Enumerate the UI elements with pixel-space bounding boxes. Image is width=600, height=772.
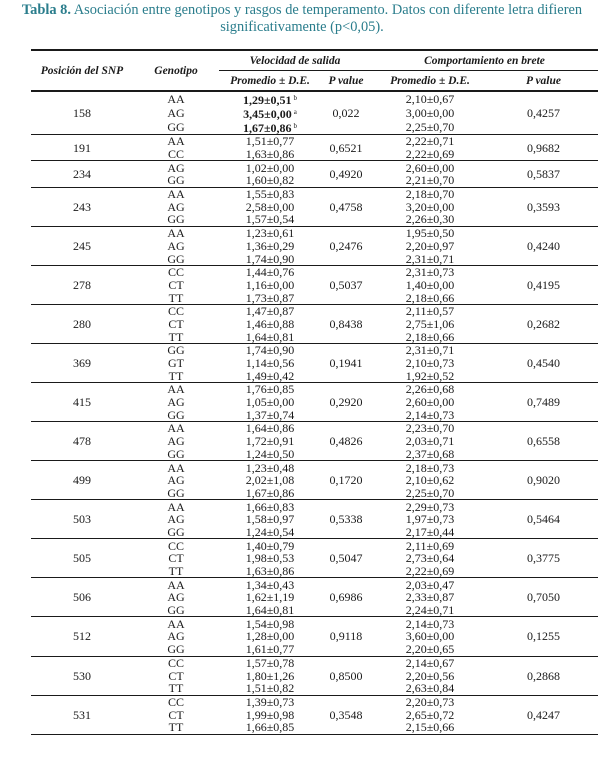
- comportamiento-mean: 1,92±0,52: [371, 369, 489, 382]
- genotype: GG: [133, 120, 219, 135]
- velocidad-mean: [219, 500, 321, 513]
- genotype: AA: [167, 382, 185, 397]
- velocidad-pvalue: 0,4758: [321, 187, 371, 226]
- velocidad-pvalue: 0,4826: [321, 422, 371, 461]
- comportamiento-mean: 2,14±0,67: [405, 655, 455, 670]
- velocidad-value: 1,23±0,48: [245, 460, 295, 475]
- genotype: CC: [167, 538, 184, 553]
- significance-letter: a: [293, 108, 297, 116]
- velocidad-mean: [219, 396, 321, 409]
- velocidad-mean: [219, 369, 321, 382]
- velocidad-mean: [219, 174, 321, 187]
- velocidad-value: 1,46±0,88: [245, 316, 295, 331]
- comportamiento-mean: 2,03±0,71: [405, 434, 455, 449]
- genotype: AA: [167, 92, 185, 106]
- col-header-mean-1: Promedio ± D.E.: [219, 71, 321, 92]
- genotype: GG: [133, 448, 219, 461]
- velocidad-value: 1,23±0,61: [245, 226, 295, 241]
- comportamiento-pvalue: 0,3593: [489, 187, 598, 226]
- velocidad-mean: [219, 213, 321, 226]
- comportamiento-pvalue: 0,5837: [489, 161, 598, 187]
- snp-group: [31, 461, 598, 500]
- genotype: TT: [133, 721, 219, 734]
- snp-position: 478: [31, 422, 133, 461]
- velocidad-value: 1,64±0,86: [245, 421, 295, 436]
- velocidad-mean: [219, 695, 321, 708]
- comportamiento-mean: 2,18±0,66: [371, 291, 489, 304]
- velocidad-mean: [219, 106, 321, 120]
- velocidad-mean: [219, 279, 321, 292]
- velocidad-pvalue: 0,1941: [321, 344, 371, 383]
- genotype: AA: [167, 187, 185, 202]
- snp-position: 505: [31, 539, 133, 578]
- comportamiento-mean: 1,97±0,73: [405, 512, 455, 527]
- velocidad-value: 1,51±0,77: [245, 134, 295, 149]
- velocidad-value: 1,34±0,43: [245, 577, 295, 592]
- genotype: GG: [133, 408, 219, 421]
- velocidad-value: 1,37±0,74: [245, 407, 295, 422]
- velocidad-value: 1,02±0,00: [245, 160, 295, 175]
- velocidad-pvalue: 0,2476: [321, 226, 371, 265]
- snp-position: 278: [31, 265, 133, 304]
- table-row: [31, 91, 598, 106]
- velocidad-value: 1,72±0,91: [245, 434, 295, 449]
- velocidad-value: 1,74±0,90: [245, 251, 295, 266]
- col-group-velocidad: Velocidad de salida: [219, 50, 371, 71]
- comportamiento-mean: 2,20±0,73: [405, 694, 455, 709]
- genotype: GG: [133, 174, 219, 187]
- velocidad-value: 1,64±0,81: [245, 603, 295, 618]
- snp-group: [31, 695, 598, 734]
- snp-group: [31, 539, 598, 578]
- velocidad-value: 3,45±0,00: [243, 107, 292, 121]
- comportamiento-mean: 2,25±0,70: [371, 487, 489, 500]
- velocidad-mean: [219, 721, 321, 734]
- velocidad-value: 1,55±0,83: [245, 187, 295, 202]
- comportamiento-mean: 2,73±0,64: [405, 551, 455, 566]
- table-row: [31, 304, 598, 317]
- comportamiento-mean: 2,33±0,87: [405, 590, 455, 605]
- velocidad-mean: [219, 91, 321, 106]
- comportamiento-pvalue: 0,9682: [489, 135, 598, 161]
- velocidad-mean: [219, 200, 321, 213]
- comportamiento-mean: 2,60±0,00: [405, 395, 455, 410]
- table-row: [31, 695, 598, 708]
- snp-position: 280: [31, 304, 133, 343]
- velocidad-mean: [219, 513, 321, 526]
- velocidad-value: 1,67±0,86: [245, 485, 295, 500]
- genotype: CT: [168, 668, 184, 683]
- genotype: TT: [133, 369, 219, 382]
- comportamiento-mean: 2,03±0,47: [405, 577, 455, 592]
- velocidad-mean: [219, 565, 321, 578]
- genotype: TT: [133, 291, 219, 304]
- genotype: AG: [167, 629, 185, 644]
- col-group-comportamiento: Comportamiento en brete: [371, 50, 598, 71]
- snp-group: [31, 91, 598, 135]
- table-row: [31, 422, 598, 435]
- comportamiento-mean: 2,22±0,69: [371, 148, 489, 161]
- snp-group: [31, 578, 598, 617]
- table-row: [31, 161, 598, 174]
- velocidad-pvalue: 0,8500: [321, 656, 371, 695]
- velocidad-mean: [219, 552, 321, 565]
- velocidad-value: 1,76±0,85: [245, 382, 295, 397]
- genotype: CT: [168, 316, 184, 331]
- velocidad-mean: [219, 448, 321, 461]
- comportamiento-pvalue: 0,4240: [489, 226, 598, 265]
- genotype: AG: [167, 199, 185, 214]
- table-header: [31, 50, 598, 91]
- comportamiento-mean: 2,18±0,73: [405, 460, 455, 475]
- snp-group: [31, 161, 598, 187]
- snp-group: [31, 304, 598, 343]
- velocidad-value: 1,24±0,50: [245, 446, 295, 461]
- comportamiento-pvalue: 0,4195: [489, 265, 598, 304]
- comportamiento-mean: 2,63±0,84: [371, 682, 489, 695]
- comportamiento-mean: 2,15±0,66: [371, 721, 489, 734]
- comportamiento-mean: 2,23±0,70: [405, 421, 455, 436]
- genotype: GG: [133, 643, 219, 656]
- snp-position: 531: [31, 695, 133, 734]
- velocidad-value: 1,57±0,54: [245, 212, 295, 227]
- snp-position: 499: [31, 461, 133, 500]
- comportamiento-mean: 2,31±0,71: [371, 252, 489, 265]
- velocidad-value: 1,39±0,73: [245, 694, 295, 709]
- velocidad-pvalue: 0,8438: [321, 304, 371, 343]
- comportamiento-mean: 3,60±0,00: [405, 629, 455, 644]
- genotype: GT: [168, 356, 184, 371]
- comportamiento-pvalue: 0,7050: [489, 578, 598, 617]
- velocidad-value: 1,58±0,97: [245, 512, 295, 527]
- comportamiento-mean: 2,37±0,68: [371, 448, 489, 461]
- velocidad-mean: [219, 643, 321, 656]
- genotype: CC: [167, 265, 184, 280]
- snp-position: 234: [31, 161, 133, 187]
- velocidad-value: 1,54±0,98: [245, 616, 295, 631]
- table-row: [31, 135, 598, 148]
- snp-group: [31, 500, 598, 539]
- velocidad-value: 1,28±0,00: [245, 629, 295, 644]
- velocidad-value: 1,74±0,90: [245, 343, 295, 358]
- velocidad-pvalue: 0,1720: [321, 461, 371, 500]
- snp-group: [31, 187, 598, 226]
- snp-position: 506: [31, 578, 133, 617]
- table-caption: [8, 2, 596, 36]
- comportamiento-mean: 2,22±0,71: [405, 134, 455, 149]
- velocidad-value: 1,29±0,51: [242, 93, 292, 107]
- velocidad-value: 2,02±1,08: [245, 473, 295, 488]
- genotype: AG: [167, 160, 185, 175]
- velocidad-pvalue: 0,6521: [321, 135, 371, 161]
- velocidad-value: 1,49±0,42: [245, 368, 295, 383]
- velocidad-value: 1,62±1,19: [245, 590, 295, 605]
- genotype: CC: [167, 304, 184, 319]
- comportamiento-mean: 2,11±0,69: [405, 538, 455, 553]
- genotype: AA: [167, 616, 185, 631]
- comportamiento-mean: 2,17±0,44: [371, 526, 489, 539]
- table-row: [31, 226, 598, 239]
- velocidad-mean: [219, 291, 321, 304]
- comportamiento-mean: 2,75±1,06: [405, 316, 455, 331]
- genotype: AG: [167, 395, 185, 410]
- genotype: CC: [167, 655, 184, 670]
- snp-position: 369: [31, 344, 133, 383]
- comportamiento-mean: 2,20±0,56: [405, 668, 455, 683]
- velocidad-mean: [219, 226, 321, 239]
- comportamiento-mean: 2,10±0,67: [405, 92, 455, 106]
- genotype: CT: [168, 707, 184, 722]
- velocidad-value: 1,60±0,82: [245, 173, 295, 188]
- velocidad-pvalue: 0,5338: [321, 500, 371, 539]
- genotype: AA: [167, 460, 185, 475]
- velocidad-mean: [219, 408, 321, 421]
- velocidad-value: 1,16±0,00: [245, 277, 295, 292]
- comportamiento-mean: 2,31±0,73: [405, 265, 455, 280]
- table-row: [31, 539, 598, 552]
- genotype: GG: [167, 343, 185, 358]
- comportamiento-mean: 2,26±0,30: [371, 213, 489, 226]
- velocidad-value: 1,63±0,86: [245, 564, 295, 579]
- velocidad-mean: [219, 330, 321, 343]
- comportamiento-pvalue: 0,2682: [489, 304, 598, 343]
- comportamiento-pvalue: 0,9020: [489, 461, 598, 500]
- velocidad-mean: [219, 669, 321, 682]
- velocidad-mean: [219, 344, 321, 357]
- genotype: AA: [167, 577, 185, 592]
- genotype: GG: [133, 487, 219, 500]
- table-row: [31, 461, 598, 474]
- genotype: TT: [133, 330, 219, 343]
- col-header-genotype: Genotipo: [133, 50, 219, 91]
- comportamiento-mean: 2,65±0,72: [405, 707, 455, 722]
- velocidad-mean: [219, 435, 321, 448]
- velocidad-mean: [219, 252, 321, 265]
- comportamiento-mean: 3,20±0,00: [405, 199, 455, 214]
- velocidad-mean: [219, 526, 321, 539]
- velocidad-mean: [219, 240, 321, 253]
- comportamiento-mean: 2,18±0,66: [371, 330, 489, 343]
- velocidad-value: 1,99±0,98: [245, 707, 295, 722]
- table-row: [31, 187, 598, 200]
- genotype: TT: [133, 565, 219, 578]
- genotype: TT: [133, 682, 219, 695]
- velocidad-mean: [219, 120, 321, 135]
- genotype: GG: [133, 604, 219, 617]
- velocidad-mean: [219, 617, 321, 630]
- comportamiento-mean: 2,11±0,57: [405, 304, 455, 319]
- velocidad-mean: [219, 682, 321, 695]
- comportamiento-mean: 1,40±0,00: [405, 277, 455, 292]
- snp-group: [31, 135, 598, 161]
- comportamiento-mean: 2,25±0,70: [371, 120, 489, 135]
- col-header-position: Posición del SNP: [31, 50, 133, 91]
- comportamiento-pvalue: 0,6558: [489, 422, 598, 461]
- genotype: GG: [133, 526, 219, 539]
- caption-text-2: significativamente (p<0,05).: [220, 19, 384, 35]
- velocidad-value: 1,47±0,87: [245, 304, 295, 319]
- velocidad-mean: [219, 148, 321, 161]
- velocidad-value: 1,66±0,85: [245, 720, 295, 735]
- table-row: [31, 265, 598, 278]
- velocidad-pvalue: 0,4920: [321, 161, 371, 187]
- velocidad-mean: [219, 578, 321, 591]
- comportamiento-pvalue: 0,5464: [489, 500, 598, 539]
- genotype: GG: [133, 252, 219, 265]
- significance-letter: b: [293, 94, 298, 102]
- comportamiento-pvalue: 0,7489: [489, 383, 598, 422]
- velocidad-mean: [219, 187, 321, 200]
- velocidad-pvalue: 0,9118: [321, 617, 371, 656]
- comportamiento-mean: 2,21±0,70: [371, 174, 489, 187]
- velocidad-pvalue: 0,5047: [321, 539, 371, 578]
- snp-group: [31, 617, 598, 656]
- comportamiento-pvalue: 0,4247: [489, 695, 598, 734]
- velocidad-mean: [219, 265, 321, 278]
- comportamiento-pvalue: 0,1255: [489, 617, 598, 656]
- genotype: CT: [168, 551, 184, 566]
- genotype-table: [31, 49, 598, 735]
- genotype: AA: [167, 499, 185, 514]
- velocidad-pvalue: 0,2920: [321, 383, 371, 422]
- snp-group: [31, 344, 598, 383]
- velocidad-mean: [219, 708, 321, 721]
- velocidad-mean: [219, 461, 321, 474]
- velocidad-mean: [219, 487, 321, 500]
- comportamiento-pvalue: 0,4257: [489, 91, 598, 135]
- comportamiento-mean: 2,31±0,71: [405, 343, 455, 358]
- genotype: AA: [167, 134, 185, 149]
- velocidad-value: 1,40±0,79: [245, 538, 295, 553]
- snp-position: 512: [31, 617, 133, 656]
- velocidad-value: 1,05±0,00: [245, 395, 295, 410]
- snp-position: 245: [31, 226, 133, 265]
- velocidad-mean: [219, 474, 321, 487]
- snp-position: 158: [31, 91, 133, 135]
- genotype: CC: [133, 148, 219, 161]
- velocidad-mean: [219, 135, 321, 148]
- comportamiento-mean: 2,14±0,73: [371, 408, 489, 421]
- genotype: AG: [167, 512, 185, 527]
- comportamiento-pvalue: 0,2868: [489, 656, 598, 695]
- velocidad-value: 1,73±0,87: [245, 290, 295, 305]
- velocidad-pvalue: 0,5037: [321, 265, 371, 304]
- snp-group: [31, 383, 598, 422]
- velocidad-mean: [219, 383, 321, 396]
- velocidad-value: 1,57±0,78: [245, 655, 295, 670]
- snp-group: [31, 422, 598, 461]
- snp-group: [31, 265, 598, 304]
- comportamiento-mean: 2,10±0,62: [405, 473, 455, 488]
- genotype: CT: [168, 277, 184, 292]
- snp-position: 243: [31, 187, 133, 226]
- col-header-pvalue-1: P value: [321, 71, 371, 92]
- comportamiento-mean: 2,26±0,68: [405, 382, 455, 397]
- comportamiento-mean: 3,00±0,00: [405, 106, 455, 120]
- velocidad-mean: [219, 422, 321, 435]
- velocidad-mean: [219, 161, 321, 174]
- velocidad-value: 1,67±0,86: [242, 121, 292, 135]
- snp-group: [31, 226, 598, 265]
- velocidad-mean: [219, 318, 321, 331]
- table-row: [31, 656, 598, 669]
- snp-group: [31, 656, 598, 695]
- comportamiento-mean: 2,10±0,73: [405, 356, 455, 371]
- col-header-mean-2: Promedio ± D.E.: [371, 71, 489, 92]
- comportamiento-mean: 2,18±0,70: [405, 187, 455, 202]
- velocidad-value: 1,61±0,77: [245, 642, 295, 657]
- genotype: AG: [167, 434, 185, 449]
- table-row: [31, 383, 598, 396]
- table-row: [31, 500, 598, 513]
- significance-letter: b: [293, 122, 298, 130]
- snp-position: 503: [31, 500, 133, 539]
- comportamiento-mean: 1,95±0,50: [405, 226, 455, 241]
- genotype: AG: [167, 106, 185, 120]
- velocidad-value: 2,58±0,00: [245, 199, 295, 214]
- table-row: [31, 578, 598, 591]
- velocidad-value: 1,36±0,29: [245, 238, 295, 253]
- comportamiento-mean: 2,29±0,73: [405, 499, 455, 514]
- velocidad-value: 1,66±0,83: [245, 499, 295, 514]
- snp-position: 530: [31, 656, 133, 695]
- genotype: AA: [167, 226, 185, 241]
- velocidad-mean: [219, 357, 321, 370]
- comportamiento-mean: 2,20±0,97: [405, 238, 455, 253]
- velocidad-mean: [219, 591, 321, 604]
- col-header-pvalue-2: P value: [489, 71, 598, 92]
- velocidad-value: 1,80±1,26: [245, 668, 295, 683]
- genotype: AG: [167, 590, 185, 605]
- velocidad-mean: [219, 539, 321, 552]
- genotype: GG: [133, 213, 219, 226]
- velocidad-pvalue: 0,022: [321, 91, 371, 135]
- velocidad-mean: [219, 604, 321, 617]
- velocidad-pvalue: 0,3548: [321, 695, 371, 734]
- comportamiento-mean: 2,20±0,65: [371, 643, 489, 656]
- snp-position: 415: [31, 383, 133, 422]
- velocidad-value: 1,64±0,81: [245, 329, 295, 344]
- genotype: CC: [167, 694, 184, 709]
- comportamiento-mean: 2,22±0,69: [371, 565, 489, 578]
- velocidad-pvalue: 0,6986: [321, 578, 371, 617]
- velocidad-mean: [219, 656, 321, 669]
- velocidad-value: 1,24±0,54: [245, 524, 295, 539]
- comportamiento-mean: 2,24±0,71: [371, 604, 489, 617]
- genotype: AG: [167, 238, 185, 253]
- table-row: [31, 344, 598, 357]
- table-row: [31, 617, 598, 630]
- caption-label: Tabla 8.: [21, 2, 71, 18]
- comportamiento-mean: 2,14±0,73: [405, 616, 455, 631]
- genotype: AG: [167, 473, 185, 488]
- genotype: AA: [167, 421, 185, 436]
- velocidad-value: 1,14±0,56: [245, 356, 295, 371]
- comportamiento-mean: 2,60±0,00: [405, 160, 455, 175]
- velocidad-mean: [219, 304, 321, 317]
- caption-text: Asociación entre genotipos y rasgos de temperamento. Datos con diferente letra difieren: [73, 2, 583, 18]
- comportamiento-pvalue: 0,3775: [489, 539, 598, 578]
- velocidad-value: 1,63±0,86: [245, 147, 295, 162]
- velocidad-mean: [219, 630, 321, 643]
- comportamiento-pvalue: 0,4540: [489, 344, 598, 383]
- snp-position: 191: [31, 135, 133, 161]
- velocidad-value: 1,98±0,53: [245, 551, 295, 566]
- velocidad-value: 1,51±0,82: [245, 681, 295, 696]
- velocidad-value: 1,44±0,76: [245, 265, 295, 280]
